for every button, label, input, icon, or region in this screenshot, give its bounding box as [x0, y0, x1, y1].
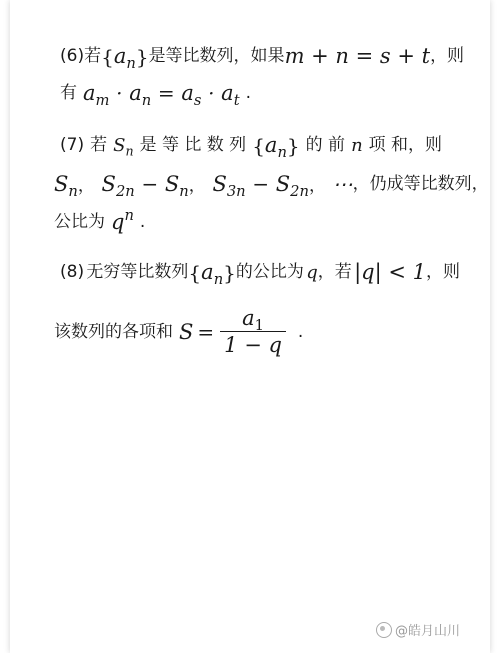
text: ，仍成等比数列， [352, 174, 489, 194]
math-condition: m + n = s + t [284, 44, 431, 68]
item-number: (7) [60, 135, 85, 155]
item-6-line-1 [60, 44, 465, 73]
item-7 [54, 133, 489, 235]
math-equals: = [197, 320, 215, 344]
item-7-line-3 [54, 207, 460, 234]
text: 的 前 [305, 135, 346, 155]
item-7-line-1 [60, 133, 460, 162]
item-8-line-1 [60, 260, 460, 289]
watermark-logo-icon [376, 622, 392, 638]
math-a: $a_n$ [113, 44, 136, 73]
text: 项 和，则 [368, 135, 443, 155]
watermark-text: @皓月山川 [394, 624, 460, 639]
document-page [10, 0, 490, 653]
math-a: $a_n$ [201, 260, 224, 289]
math-sequence: $S_n$， $S_{2n} - S_n$， $S_{3n} - S_{2n}$， ⋯ [54, 172, 353, 201]
brace: { [188, 260, 202, 285]
brace: { [252, 133, 265, 158]
text: 是 等 比 数 列 [139, 135, 247, 155]
item-8-line-2 [54, 308, 460, 356]
brace: } [135, 44, 149, 69]
math-S: S [179, 319, 194, 344]
period: . [245, 83, 251, 103]
item-number: (6) [60, 46, 85, 66]
text: ，则 [430, 46, 465, 66]
brace: } [286, 133, 300, 158]
text: 若 [84, 46, 102, 66]
item-7-line-2 [54, 172, 489, 201]
text: 是等比数列，如果 [148, 46, 285, 66]
text: 有 [60, 83, 77, 103]
text: 的公比为 [235, 262, 304, 282]
brace: { [101, 44, 114, 69]
text: ，若 [317, 262, 352, 282]
period: . [139, 212, 146, 232]
text: 无穷等比数列 [86, 262, 189, 282]
item-8 [54, 260, 460, 357]
item-6 [60, 44, 465, 116]
math-abs-condition: |q| < 1 [354, 260, 426, 284]
watermark [376, 620, 460, 639]
item-6-line-2 [60, 81, 460, 110]
fraction: $\frac{a_1}{1 - q}$ [220, 308, 286, 356]
text: 公比为 [54, 212, 105, 232]
math-n: n [351, 134, 363, 156]
brace: } [223, 260, 236, 285]
text: ，则 [425, 262, 460, 282]
text: 若 [90, 135, 108, 155]
item-number: (8) [60, 262, 85, 282]
text: 该数列的各项和 [54, 321, 173, 342]
period: . [297, 321, 304, 342]
math-a: $a_n$ [264, 133, 287, 162]
math-q: q [306, 261, 318, 283]
math-equation: $a_m \cdot a_n = a_s \cdot a_t$ [83, 81, 240, 110]
math-q-n: $q^n$ [111, 207, 134, 234]
math-S-n: $S_n$ [113, 134, 134, 158]
